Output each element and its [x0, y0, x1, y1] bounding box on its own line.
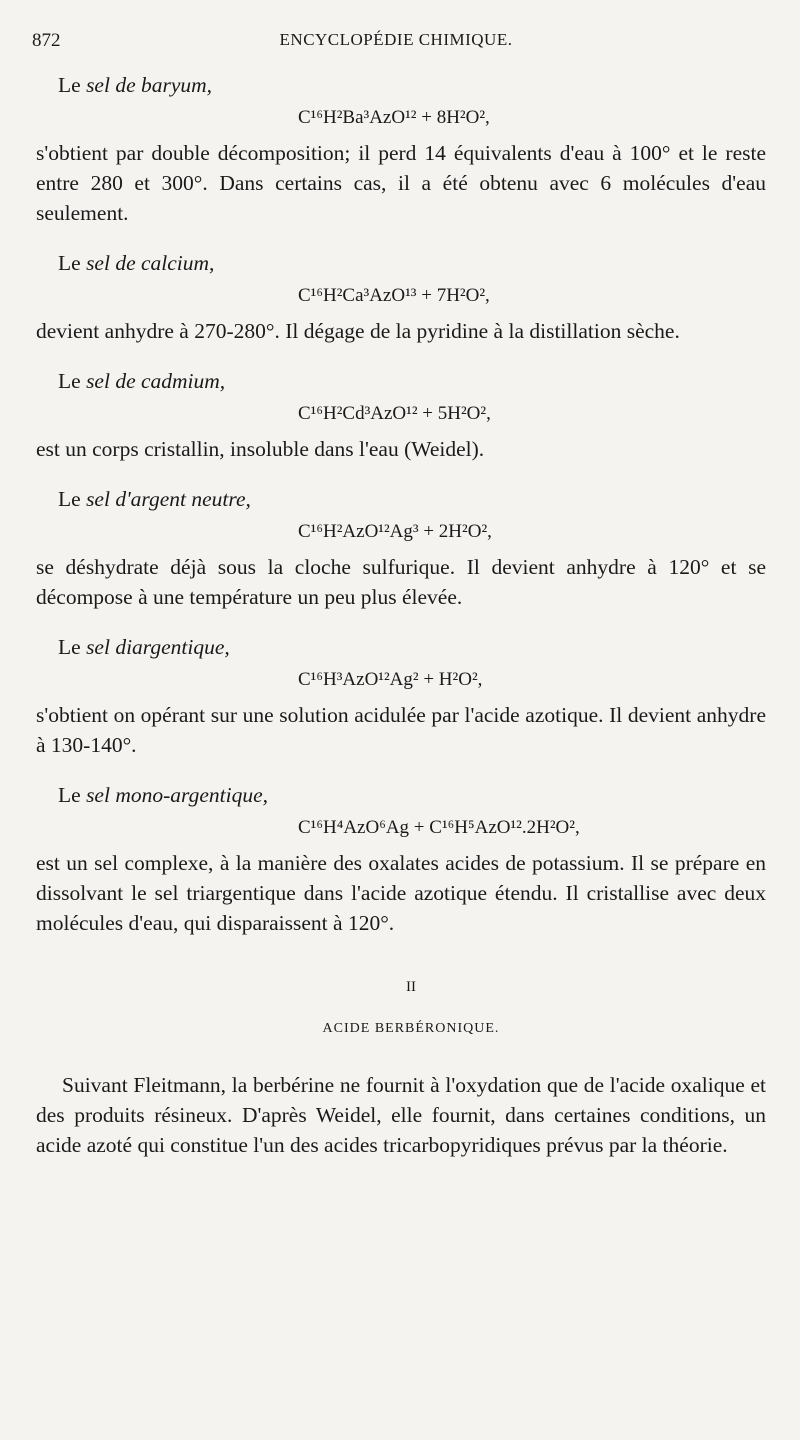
entry-text: se déshydrate déjà sous la cloche sulfurique. Il devient anhydre à 120° et se décompose à une température un peu plus élevée.	[36, 555, 766, 609]
salt-entry	[36, 366, 766, 464]
entry-text: s'obtient on opérant sur une solution acidulée par l'acide azotique. Il devient anhydre à 130-140°.	[36, 703, 766, 757]
running-title: ENCYCLOPÉDIE CHIMIQUE.	[279, 30, 513, 49]
salt-name: sel de cadmium,	[86, 369, 226, 393]
salt-entry	[36, 70, 766, 228]
entry-text: est un corps cristallin, insoluble dans l'eau (Weidel).	[36, 437, 485, 461]
entry-text: devient anhydre à 270-280°. Il dégage de la pyridine à la distillation sèche.	[36, 319, 680, 343]
intro-prefix: Le	[58, 251, 87, 275]
section-title: ACIDE BERBÉRONIQUE.	[322, 1021, 500, 1036]
salt-entry	[36, 248, 766, 346]
entry-intro	[36, 632, 766, 662]
salt-name: sel diargentique,	[86, 635, 230, 659]
chemical-formula: C¹⁶H⁴AzO⁶Ag + C¹⁶H⁵AzO¹².2H²O²,	[298, 817, 580, 838]
entry-intro	[36, 780, 766, 810]
chemical-formula: C¹⁶H²Ba³AzO¹² + 8H²O²,	[298, 107, 490, 128]
intro-prefix: Le	[58, 635, 87, 659]
salt-name: sel mono-argentique,	[86, 783, 268, 807]
salt-entry	[36, 780, 766, 938]
chemical-formula: C¹⁶H²Ca³AzO¹³ + 7H²O²,	[298, 285, 490, 306]
entry-text: est un sel complexe, à la manière des oxalates acides de potassium. Il se prépare en dissolvant le sel triargentique dans l'acide azotique étendu. Il cristallise avec deux molécules d'eau, qui disparaissent à 120°.	[36, 851, 766, 935]
chemical-formula: C¹⁶H³AzO¹²Ag² + H²O²,	[298, 669, 483, 690]
entry-text: s'obtient par double décomposition; il perd 14 équivalents d'eau à 100° et le reste entre 280 et 300°. Dans certains cas, il a été obtenu avec 6 molécules d'eau seulement.	[36, 141, 766, 225]
salt-entry	[36, 484, 766, 612]
salt-name: sel de calcium,	[86, 251, 215, 275]
salt-name: sel de baryum,	[86, 73, 213, 97]
section-numeral: II	[406, 979, 416, 995]
entry-intro	[36, 70, 766, 100]
chemical-formula: C¹⁶H²Cd³AzO¹² + 5H²O²,	[298, 403, 491, 424]
page-number: 872	[32, 30, 61, 51]
chemical-formula: C¹⁶H²AzO¹²Ag³ + 2H²O²,	[298, 521, 492, 542]
page-body	[36, 70, 766, 1160]
intro-prefix: Le	[58, 783, 87, 807]
page-header	[32, 30, 760, 54]
entry-intro	[36, 366, 766, 396]
entry-intro	[36, 248, 766, 278]
section-paragraph: Suivant Fleitmann, la berbérine ne fournit à l'oxydation que de l'acide oxalique et des produits résineux. D'après Weidel, elle fournit, dans certaines conditions, un acide azoté qui constitue l'un des acides tricarbopyridiques prévus par la théorie.	[36, 1073, 766, 1157]
intro-prefix: Le	[58, 487, 87, 511]
entry-intro	[36, 484, 766, 514]
salt-name: sel d'argent neutre,	[86, 487, 251, 511]
intro-prefix: Le	[58, 73, 87, 97]
intro-prefix: Le	[58, 369, 87, 393]
salt-entry	[36, 632, 766, 760]
